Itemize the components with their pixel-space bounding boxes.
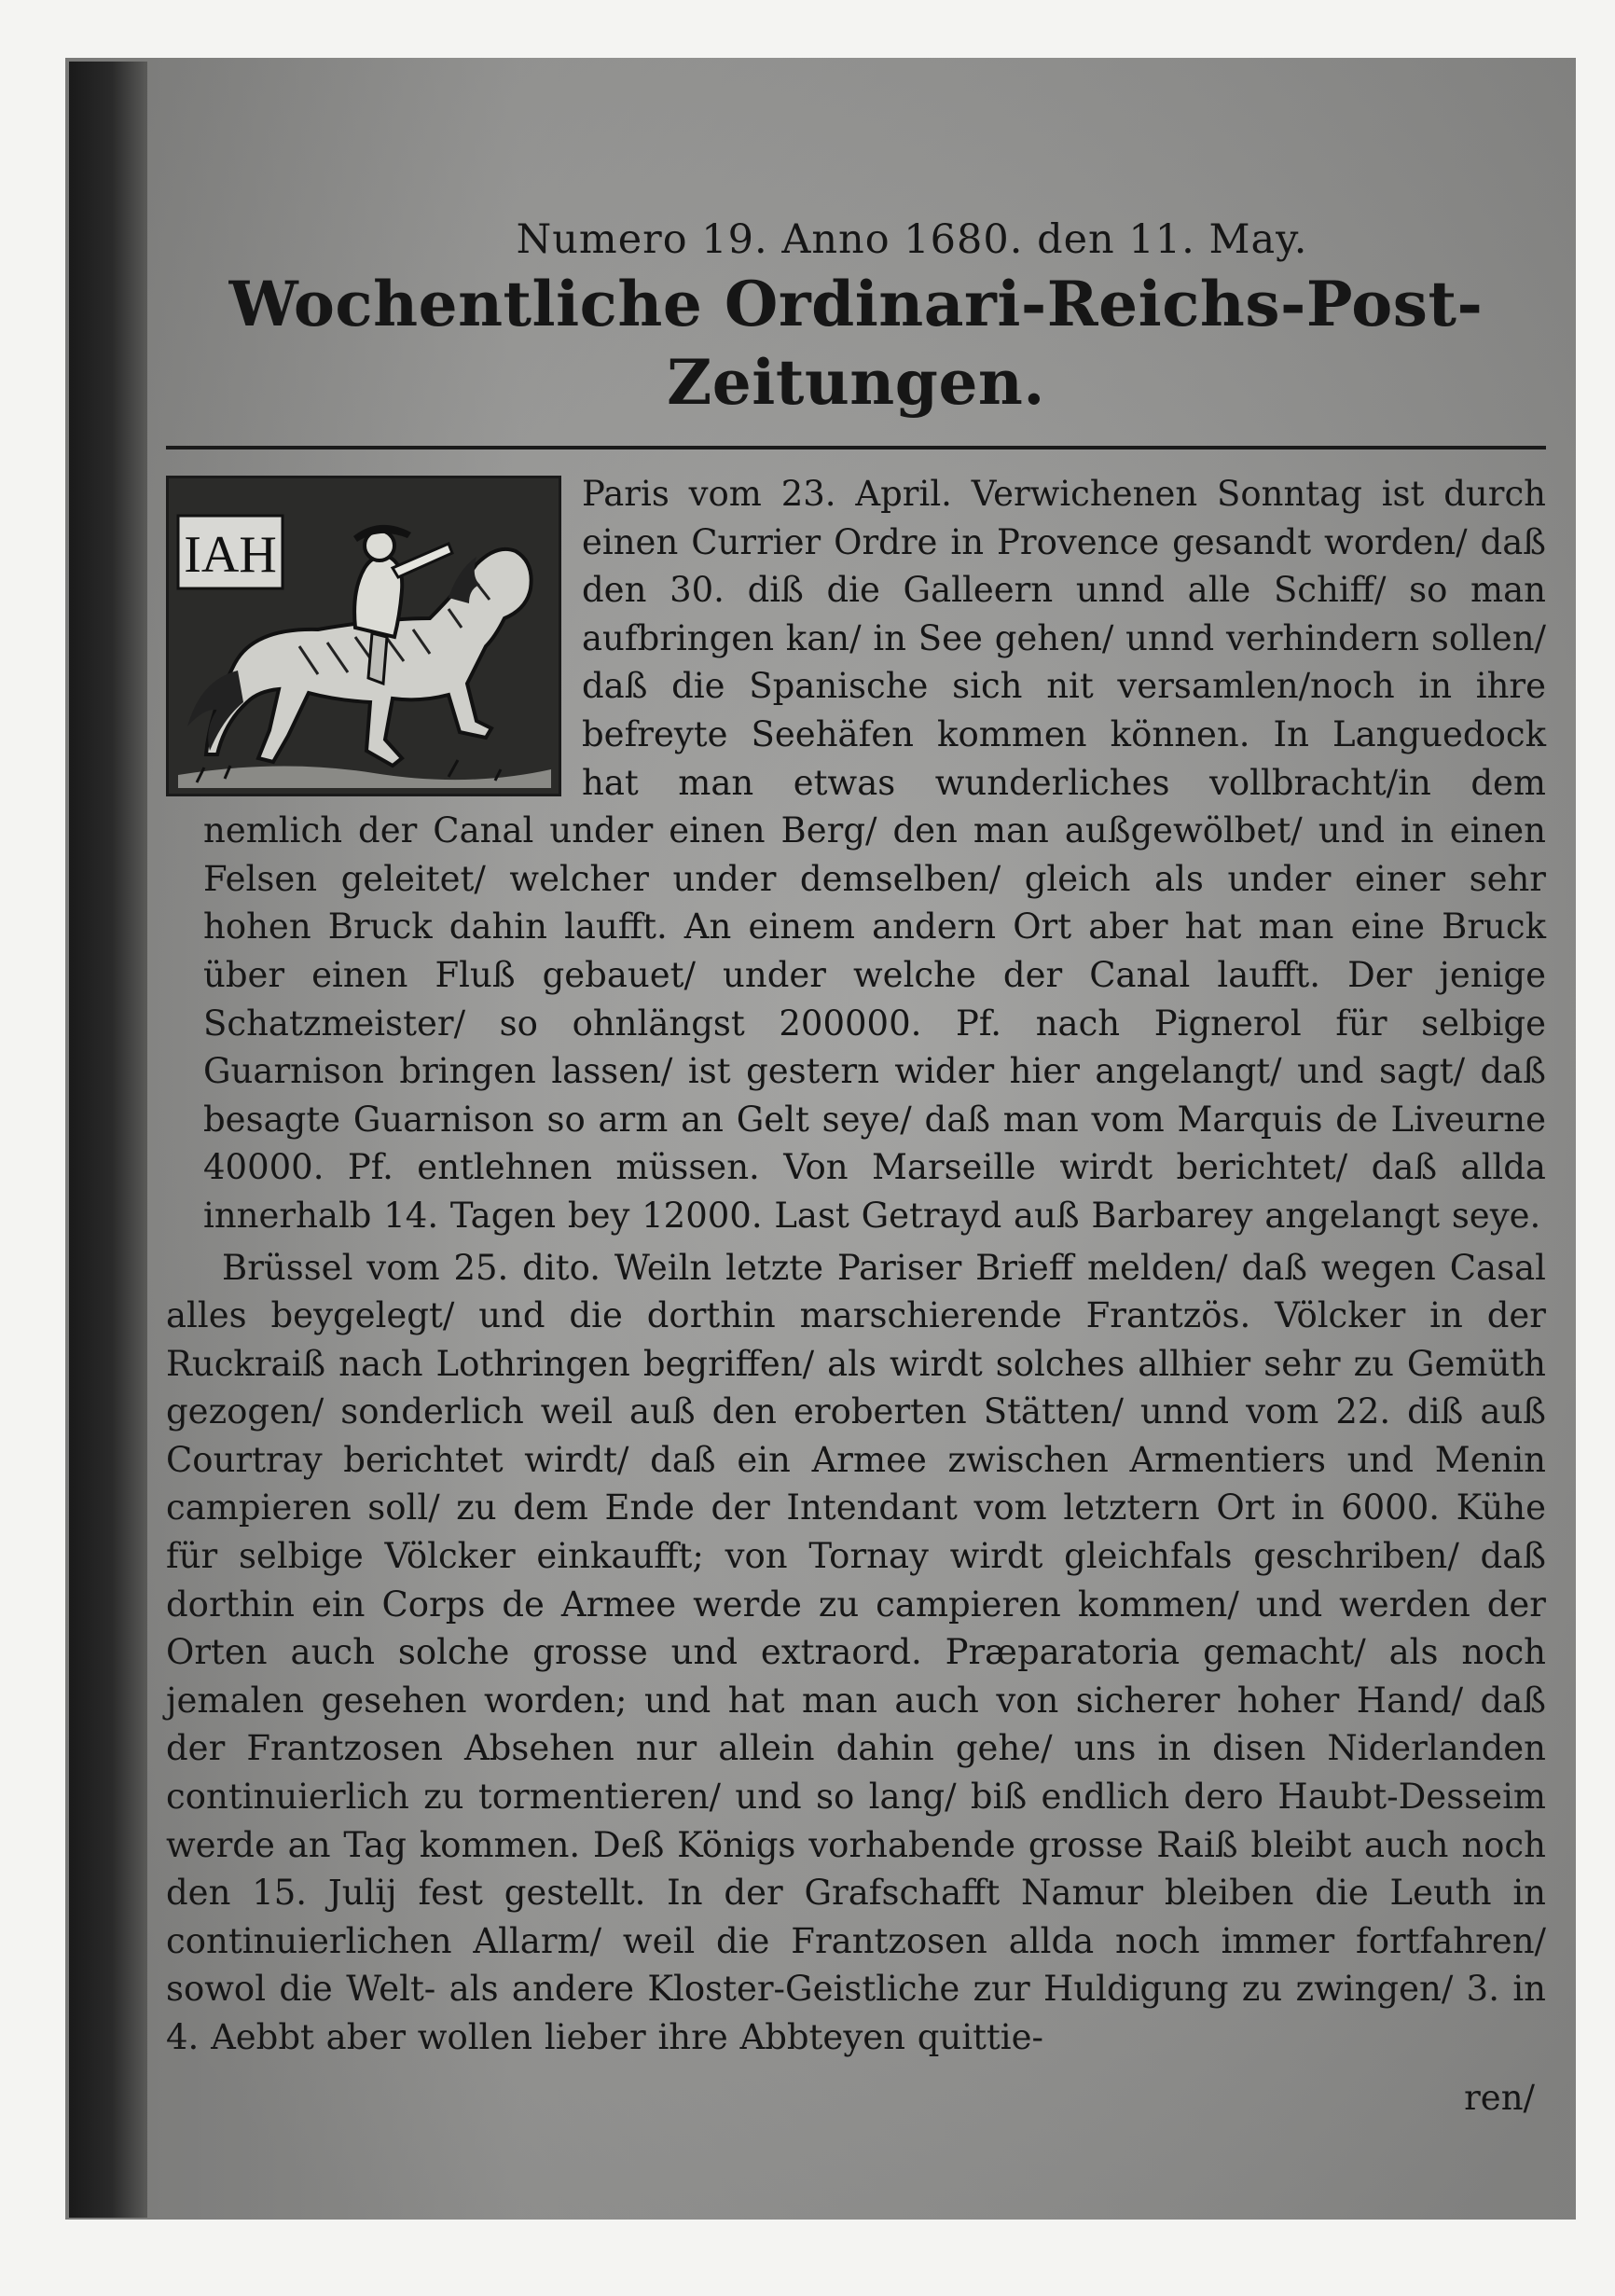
article-body [166, 470, 1546, 2062]
article-bruessel: Brüssel vom 25. dito. Weiln letzte Pariser Brieff melden/ daß wegen Casal alles beygelegt/ und die dorthin marschierende Frantzös. Völcker in der Ruckraiß nach Lothringen begriffen/ als wirdt solches allhier sehr zu Gemüth gezogen/ sonderlich weil auß den eroberten Stätten/ unnd vom 22. diß auß Courtray berichtet wirdt/ daß ein Armee zwischen Armentiers und Menin campieren soll/ zu dem Ende der Intendant vom letztern Ort in 6000. Kühe für selbige Völcker einkaufft; von Tornay wirdt gleichfals geschriben/ daß dorthin ein Corps de Armee werde zu campieren kommen/ und werden der Orten auch solche grosse und extraord. Præparatoria gemacht/ als noch jemalen gesehen worden; und hat man auch von sicherer hoher Hand/ daß der Frantzosen Absehen nur allein dahin gehe/ uns in disen Niderlanden continuierlich zu tormentieren/ und so lang/ biß endlich dero Haubt-Desseim werde an Tag kommen. Deß Königs vorhabende grosse Raiß bleibt auch noch den 15. Julij fest gestellt. In der Grafschafft Namur bleiben die Leuth in continuierlichen Allarm/ weil die Frantzosen allda noch immer fortfahren/ sowol die Welt- als andere Kloster-Geistliche zur Huldigung zu zwingen/ 3. in 4. Aebbt aber wollen lieber ihre Abbteyen quittie- [166, 1247, 1546, 2057]
newspaper-page [166, 214, 1546, 2136]
issue-line: Numero 19. Anno 1680. den 11. May. [516, 216, 1308, 263]
catchword: ren/ [1464, 2077, 1535, 2118]
post-rider-woodcut-icon [166, 476, 561, 796]
article-paris: Paris vom 23. April. Verwichenen Sonntag ist durch einen Currier Ordre in Provence gesandt worden/ daß den 30. diß die Galleern unnd alle Schiff/ so man aufbringen kan/ in See gehen/ unnd verhindern sollen/ daß die Spanische sich nit versamlen/noch in ihre befreyte Seehäfen kommen können. In Languedock hat man etwas wunderliches vollbracht/in dem nemlich der Canal under einen Berg/ den man außgewölbet/ und in einen Felsen geleitet/ welcher under demselben/ gleich als under einer sehr hohen Bruck dahin laufft. An einem andern Ort aber hat man eine Bruck über einen Fluß gebauet/ under welche der Canal laufft. Der jenige Schatzmeister/ so ohnlängst 200000. Pf. nach Pignerol für selbige Guarnison bringen lassen/ ist gestern wider hier angelangt/ und sagt/ daß besagte Guarnison so arm an Gelt seye/ daß man vom Marquis de Liveurne 40000. Pf. entlehnen müssen. Von Marseille wirdt berichtet/ daß allda innerhalb 14. Tagen bey 12000. Last Getrayd auß Barbarey angelangt seye. [203, 474, 1546, 1236]
masthead-title: Wochentliche Ordinari-Reichs-Post-Zeitungen. [228, 268, 1484, 419]
header-rule [166, 446, 1546, 450]
woodcut-lettering: IAH [184, 526, 277, 584]
book-spine-shadow [69, 62, 147, 2218]
